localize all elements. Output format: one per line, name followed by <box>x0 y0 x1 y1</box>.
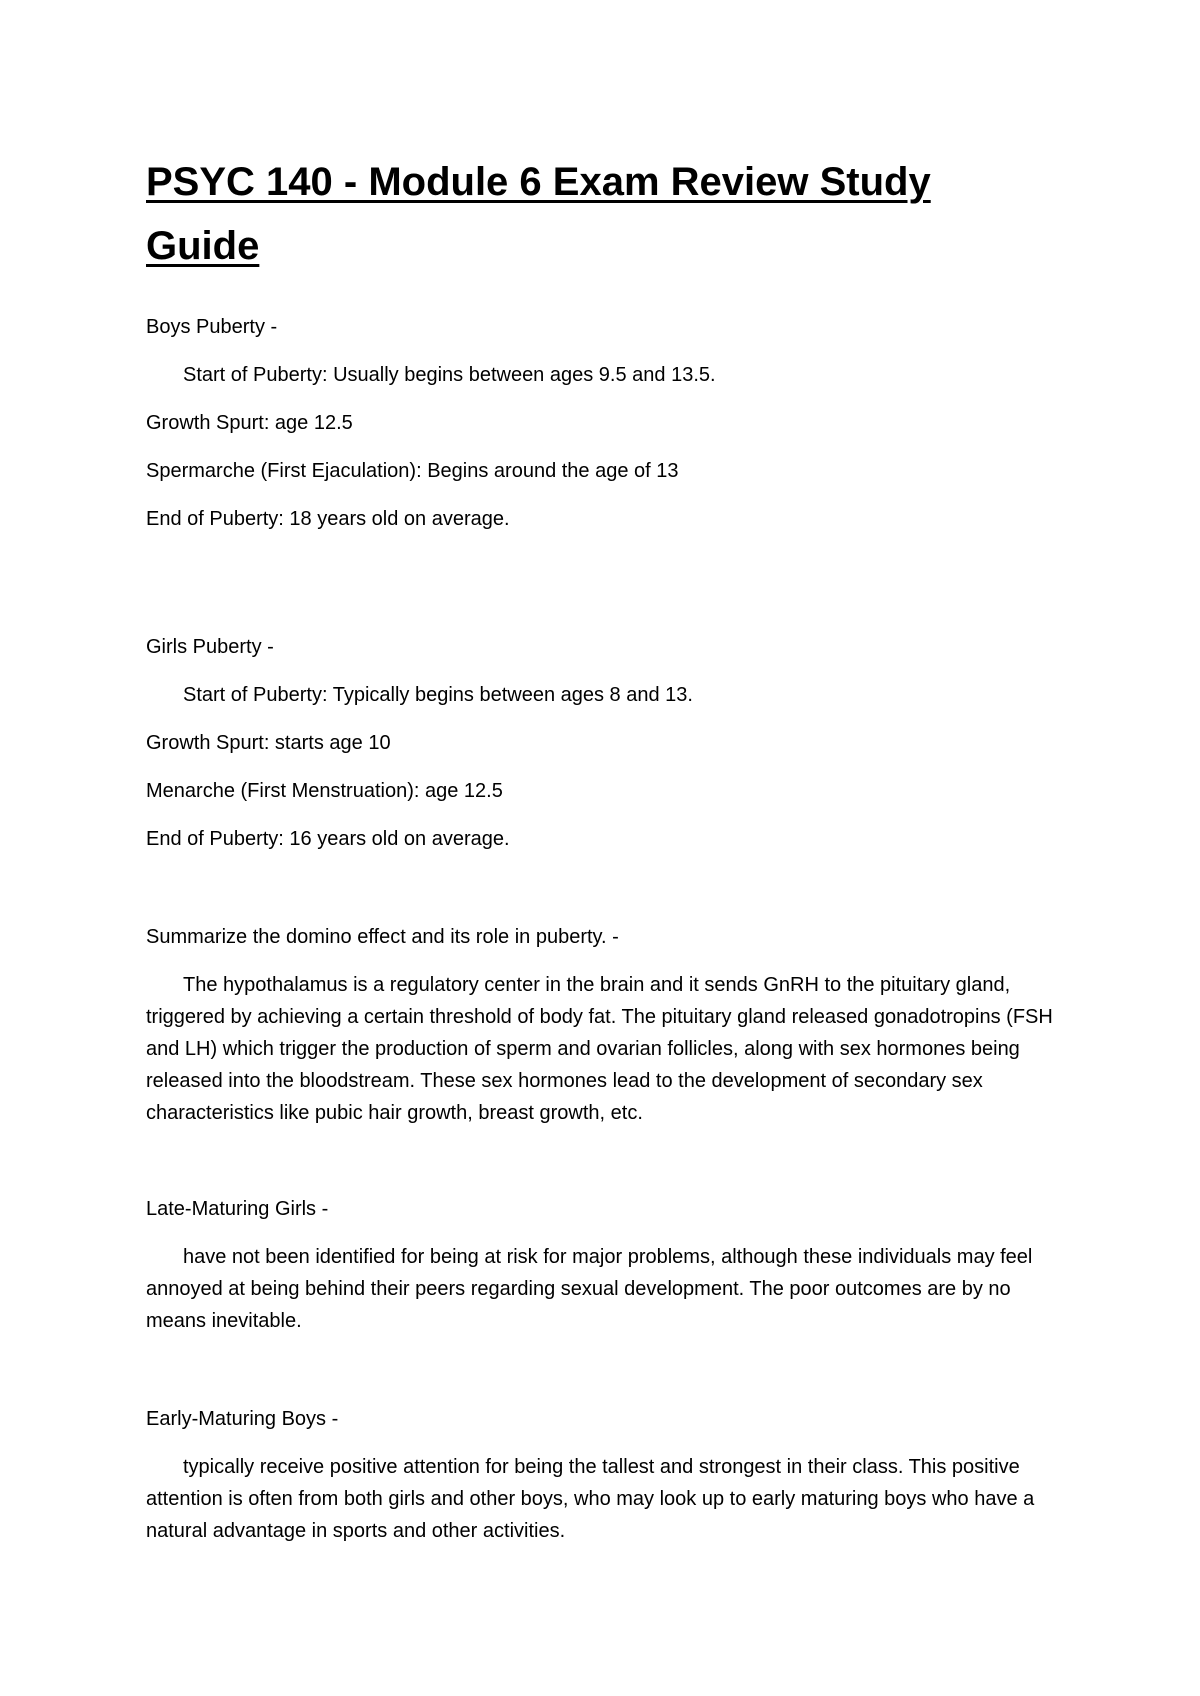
late-girls-paragraph: have not been identified for being at risk for major problems, although these individuals may feel annoyed at being behind their peers regarding sexual development. The poor outcomes are by no means inevitable. <box>146 1246 1033 1332</box>
early-boys-paragraph: typically receive positive attention for being the tallest and strongest in their class. This positive attention is often from both girls and other boys, who may look up to early maturing boys who have a natural advantage in sports and other activities. <box>146 1456 1035 1542</box>
boys-milestone-line: Spermarche (First Ejaculation): Begins around the age of 13 <box>146 460 679 482</box>
section-domino-effect <box>146 922 1076 1129</box>
page-title: PSYC 140 - Module 6 Exam Review Study Guide <box>146 160 931 268</box>
domino-paragraph: The hypothalamus is a regulatory center in the brain and it sends GnRH to the pituitary gland, triggered by achieving a certain threshold of body fat. The pituitary gland released gonadotropins (FSH and LH) which trigger the production of sperm and ovarian follicles, along with sex hormones being released into the bloodstream. These sex hormones lead to the development of secondary sex characteristics like pubic hair growth, breast growth, etc. <box>146 974 1053 1124</box>
boys-start-line: Start of Puberty: Usually begins between ages 9.5 and 13.5. <box>183 364 716 386</box>
boys-growth-line: Growth Spurt: age 12.5 <box>146 412 353 434</box>
girls-start-line: Start of Puberty: Typically begins between ages 8 and 13. <box>183 684 693 706</box>
section-late-maturing-girls <box>146 1194 1076 1337</box>
section-boys-puberty <box>146 312 1076 534</box>
section-heading: Summarize the domino effect and its role in puberty. - <box>146 926 619 948</box>
girls-end-line: End of Puberty: 16 years old on average. <box>146 828 510 850</box>
section-heading: Early-Maturing Boys - <box>146 1408 339 1430</box>
document-page <box>146 150 1076 278</box>
section-heading: Girls Puberty - <box>146 636 274 658</box>
girls-growth-line: Growth Spurt: starts age 10 <box>146 732 391 754</box>
boys-end-line: End of Puberty: 18 years old on average. <box>146 508 510 530</box>
section-heading: Boys Puberty - <box>146 316 278 338</box>
section-girls-puberty <box>146 632 1076 854</box>
section-heading: Late-Maturing Girls - <box>146 1198 329 1220</box>
girls-milestone-line: Menarche (First Menstruation): age 12.5 <box>146 780 503 802</box>
section-early-maturing-boys <box>146 1404 1076 1547</box>
